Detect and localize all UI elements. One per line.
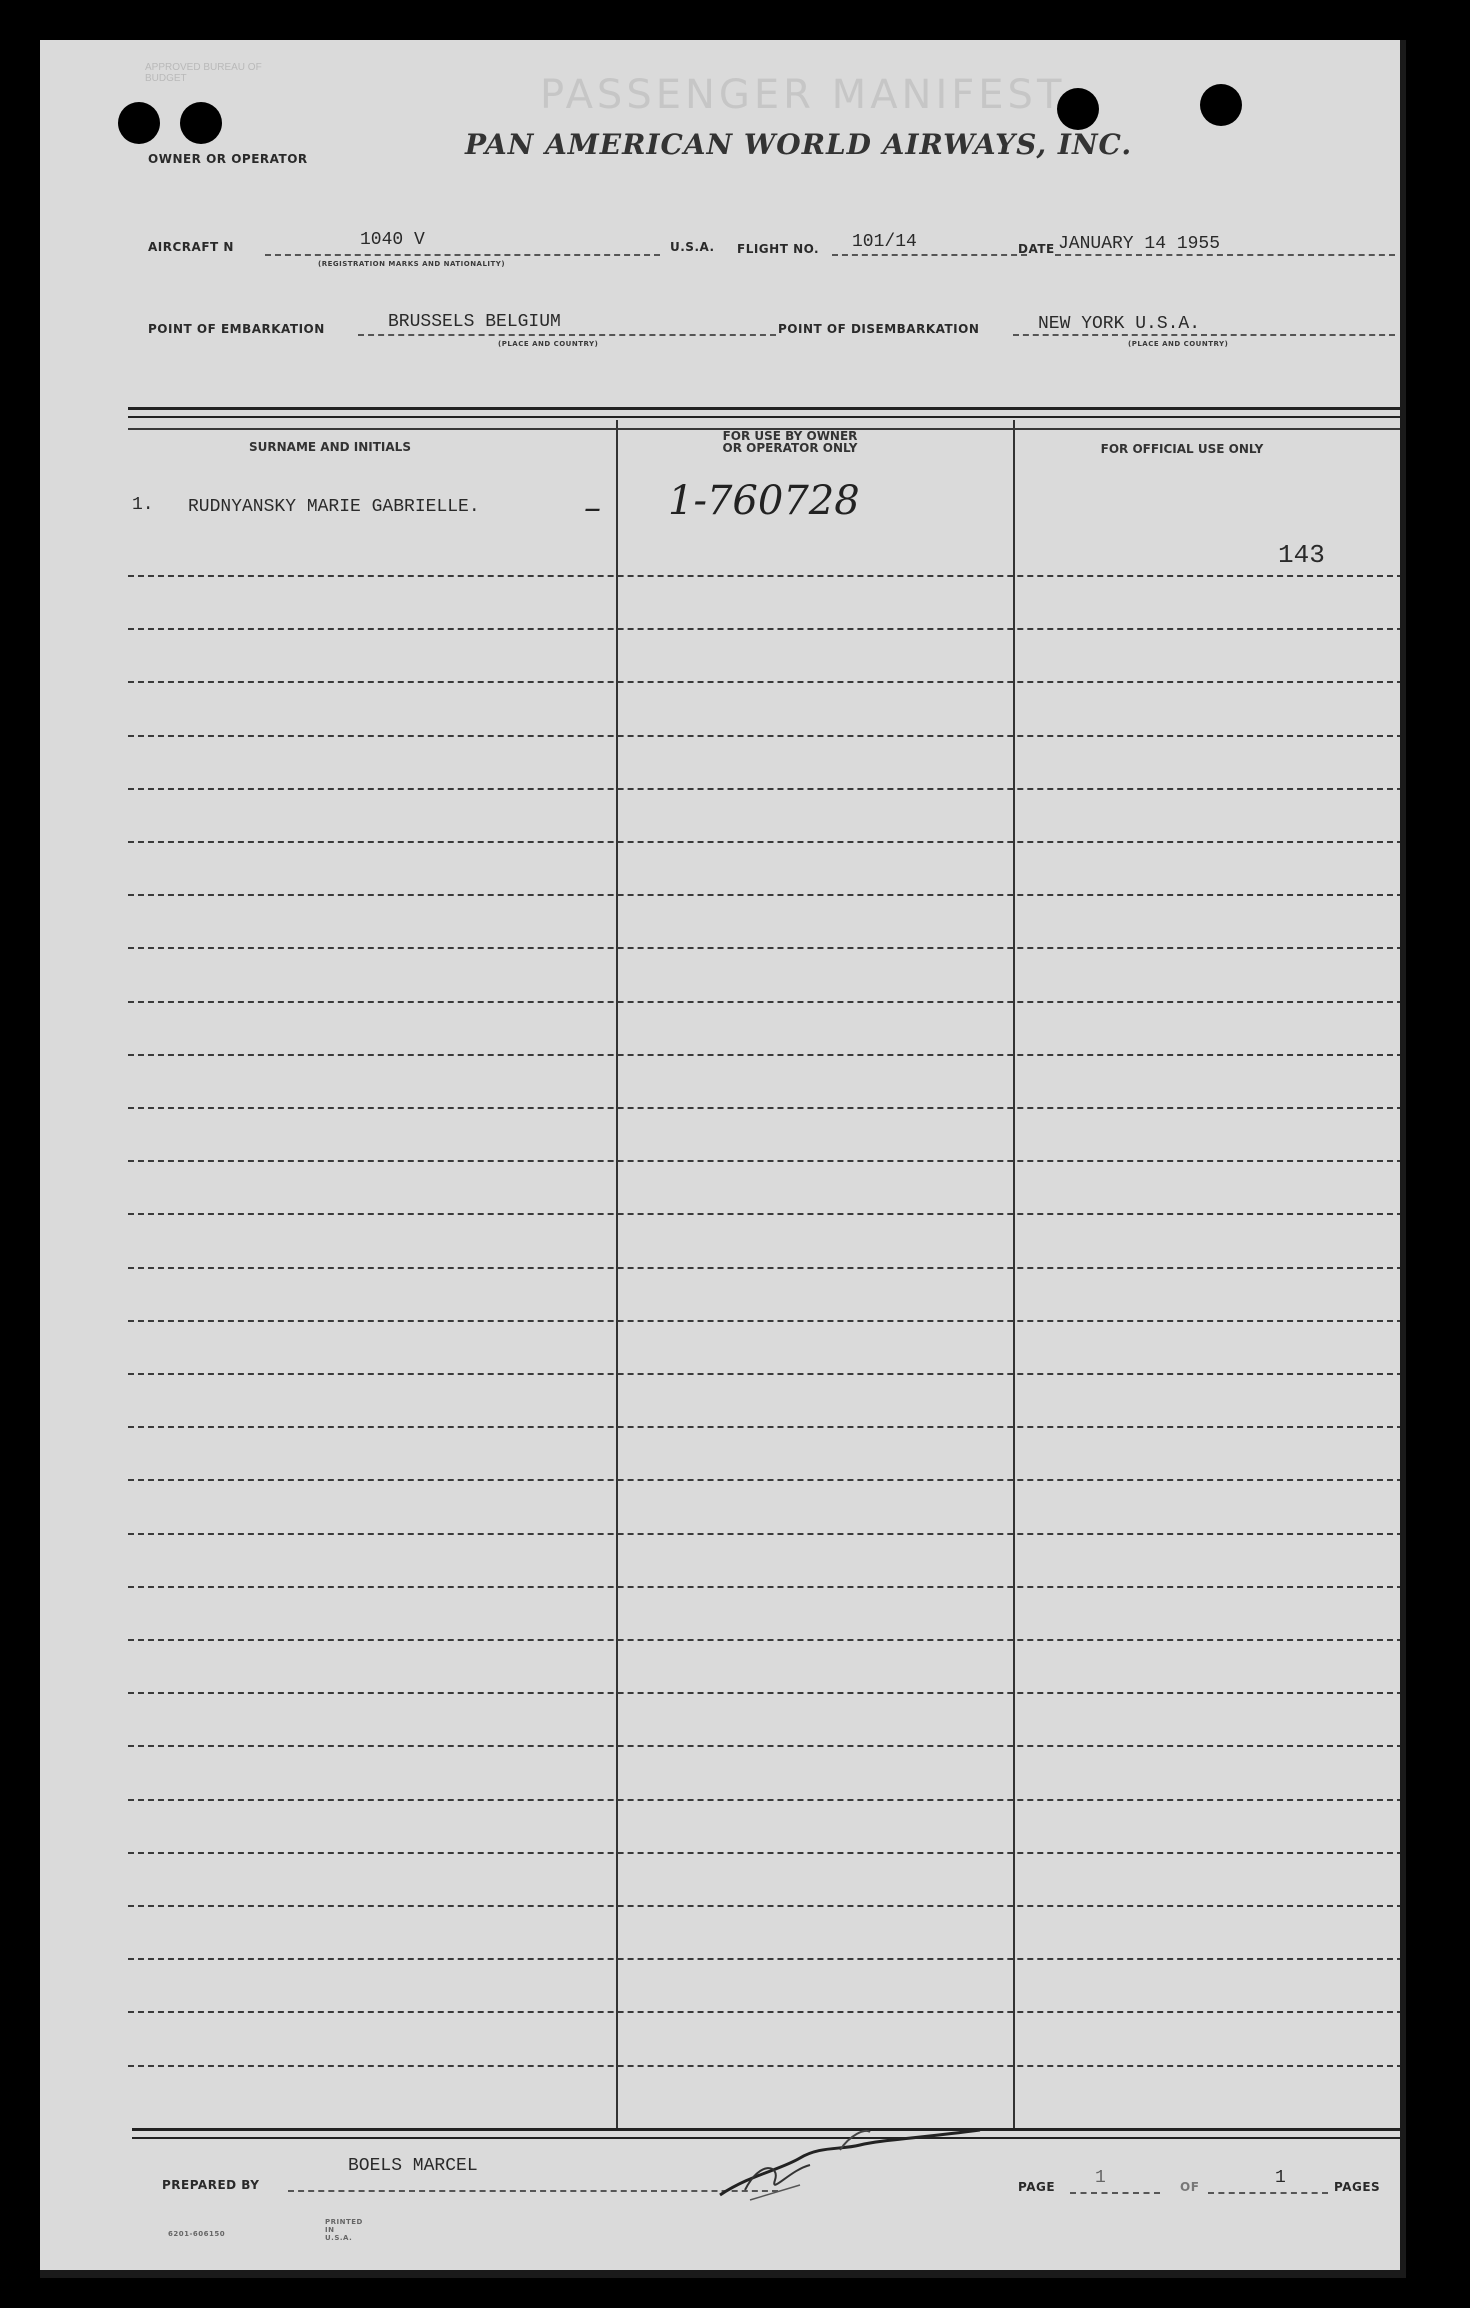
table-row-line	[128, 575, 1403, 577]
of-label: OF	[1180, 2180, 1200, 2194]
pages-label: PAGES	[1334, 2180, 1381, 2194]
table-row-line	[128, 1160, 1403, 1162]
table-row-line	[128, 1213, 1403, 1215]
row-dash: –	[584, 488, 601, 528]
signature	[690, 2120, 990, 2210]
table-row-line	[128, 1905, 1403, 1907]
header-official: FOR OFFICIAL USE ONLY	[1100, 442, 1264, 456]
form-title: PASSENGER MANIFEST	[540, 72, 1066, 118]
table-row-line	[128, 1479, 1403, 1481]
table-row-line	[128, 1586, 1403, 1588]
table-row-line	[128, 1745, 1403, 1747]
official-use-value: 143	[1278, 540, 1325, 570]
table-row-line	[128, 841, 1403, 843]
table-row-line	[128, 1533, 1403, 1535]
flight-value: 101/14	[852, 232, 917, 252]
prepared-label: PREPARED BY	[162, 2178, 260, 2192]
header-owner-use-line2: OR OPERATOR ONLY	[722, 441, 858, 455]
of-value: 1	[1275, 2168, 1286, 2188]
table-row-line	[128, 1320, 1403, 1322]
embark-value: BRUSSELS BELGIUM	[388, 312, 561, 332]
passenger-name: RUDNYANSKY MARIE GABRIELLE.	[188, 497, 480, 517]
disembark-line	[1013, 334, 1395, 336]
table-row-line	[128, 1799, 1403, 1801]
disembark-label: POINT OF DISEMBARKATION	[778, 322, 980, 336]
date-value: JANUARY 14 1955	[1058, 234, 1221, 254]
date-line	[1055, 254, 1395, 256]
table-row-line	[128, 628, 1403, 630]
registration-caption: (REGISTRATION MARKS AND NATIONALITY)	[318, 260, 506, 268]
table-row-line	[128, 1852, 1403, 1854]
row-number: 1.	[132, 495, 154, 515]
aircraft-value: 1040 V	[360, 230, 425, 250]
column-divider	[1013, 420, 1015, 2128]
disembark-caption: (PLACE AND COUNTRY)	[1128, 340, 1229, 348]
owner-use-value: 1-760728	[668, 478, 860, 524]
table-row-line	[128, 1107, 1403, 1109]
flight-label: FLIGHT NO.	[737, 242, 820, 256]
table-row-line	[128, 1054, 1403, 1056]
table-row-line	[128, 2011, 1403, 2013]
punch-hole	[1200, 84, 1242, 126]
flight-line	[832, 254, 1027, 256]
page-value: 1	[1095, 2168, 1106, 2188]
table-row-line	[128, 2065, 1403, 2067]
date-label: DATE	[1018, 242, 1055, 256]
table-row-line	[128, 735, 1403, 737]
form-number: 6201-606150	[168, 2230, 226, 2238]
table-row-line	[128, 1373, 1403, 1375]
embark-caption: (PLACE AND COUNTRY)	[498, 340, 599, 348]
punch-hole	[180, 102, 222, 144]
prepared-value: BOELS MARCEL	[348, 2156, 478, 2176]
owner-value: PAN AMERICAN WORLD AIRWAYS, INC.	[465, 128, 1133, 161]
embark-line	[358, 334, 776, 336]
header-surname: SURNAME AND INITIALS	[249, 440, 411, 454]
owner-label: OWNER OR OPERATOR	[148, 152, 308, 166]
header-owner-use-line1: FOR USE BY OWNER	[722, 429, 858, 443]
page-line	[1070, 2192, 1160, 2194]
manifest-page	[40, 40, 1406, 2278]
approved-stamp: APPROVED BUREAU OF BUDGET	[145, 62, 262, 84]
aircraft-label: AIRCRAFT N	[148, 240, 234, 254]
table-row-line	[128, 894, 1403, 896]
table-row-line	[128, 1267, 1403, 1269]
of-line	[1208, 2192, 1328, 2194]
table-row-line	[128, 1001, 1403, 1003]
page-label: PAGE	[1018, 2180, 1056, 2194]
table-row-line	[128, 947, 1403, 949]
column-divider	[616, 420, 618, 2128]
punch-hole	[118, 102, 160, 144]
table-row-line	[128, 681, 1403, 683]
aircraft-line	[265, 254, 660, 256]
header-rule	[128, 428, 1403, 430]
printed-stamp: PRINTED IN U.S.A.	[325, 2218, 363, 2242]
disembark-value: NEW YORK U.S.A.	[1038, 314, 1201, 334]
usa-label: U.S.A.	[670, 240, 715, 254]
table-row-line	[128, 1426, 1403, 1428]
table-top-rule	[128, 416, 1403, 418]
table-row-line	[128, 1639, 1403, 1641]
embark-label: POINT OF EMBARKATION	[148, 322, 325, 336]
table-top-rule	[128, 407, 1403, 410]
table-row-line	[128, 788, 1403, 790]
table-row-line	[128, 1958, 1403, 1960]
table-row-line	[128, 1692, 1403, 1694]
